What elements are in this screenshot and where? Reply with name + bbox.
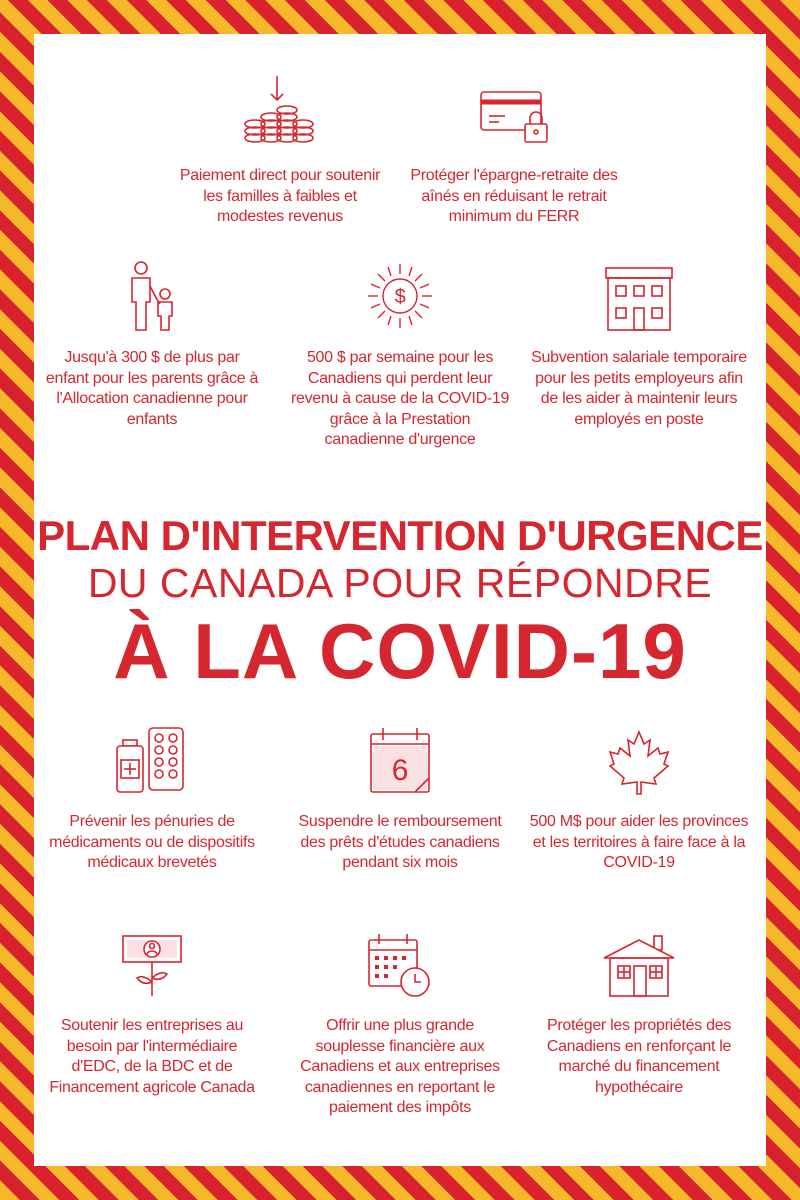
money-plant-icon: [42, 924, 262, 1004]
maple-leaf-icon: [529, 720, 749, 800]
item-provinces: [529, 720, 749, 874]
title-line-2: DU CANADA POUR RÉPONDRE: [87, 560, 713, 606]
medicine-icon: [42, 720, 262, 800]
item-student-loans: [290, 720, 510, 874]
item-wage-subsidy: [529, 256, 749, 430]
calendar-icon: [290, 720, 510, 800]
item-rrif: [404, 74, 624, 228]
item-text: Offrir une plus grande souplesse financière aux Canadiens et aux entreprises canadiennes en reportant le paiement des impôts: [300, 1017, 500, 1116]
item-tax-deferral: [290, 924, 510, 1119]
coins-icon: [170, 74, 390, 154]
item-text: Jusqu'à 300 $ de plus par enfant pour les parents grâce à l'Allocation canadienne pour enfants: [45, 349, 259, 428]
item-mortgage: [529, 924, 749, 1098]
svg-text:$: $: [394, 286, 406, 308]
item-child-benefit: [42, 256, 262, 430]
item-emergency-benefit: [290, 256, 510, 451]
item-text: 500 $ par semaine pour les Canadiens qui perdent leur revenu à cause de la COVID-19 grâce à la Prestation canadienne d'urgence: [290, 349, 510, 448]
card-lock-icon: [404, 74, 624, 154]
calendar-number: 6: [391, 754, 409, 787]
house-icon: [529, 924, 749, 1004]
item-text: Protéger les propriétés des Canadiens en renforçant le marché du financement hypothécaire: [546, 1017, 732, 1096]
item-business-support: [42, 924, 262, 1098]
title-line-1: PLAN D'INTERVENTION D'URGENCE: [37, 512, 763, 559]
item-text: Soutenir les entreprises au besoin par l'intermédiaire d'EDC, de la BDC et de Financement agricole Canada: [49, 1017, 255, 1096]
calendar-clock-icon: [290, 924, 510, 1004]
parent-child-icon: [42, 256, 262, 336]
item-text: 500 M$ pour aider les provinces et les territoires à faire face à la COVID-19: [529, 813, 749, 871]
building-icon: [529, 256, 749, 336]
content-panel: [34, 34, 766, 1166]
item-text: Paiement direct pour soutenir les familles à faibles et modestes revenus: [179, 167, 381, 225]
item-text: Prévenir les pénuries de médicaments ou de dispositifs médicaux brevetés: [49, 813, 255, 871]
item-medicine-shortages: [42, 720, 262, 874]
title-line-3: À LA COVID-19: [113, 607, 687, 695]
item-text: Subvention salariale temporaire pour les petits employeurs afin de les aider à maintenir leurs employés en poste: [531, 349, 747, 428]
item-text: Protéger l'épargne-retraite des aînés en réduisant le retrait minimum du FERR: [410, 167, 618, 225]
item-text: Suspendre le remboursement des prêts d'études canadiens pendant six mois: [298, 813, 502, 871]
item-direct-payment: [170, 74, 390, 228]
dollar-coin-icon: [290, 256, 510, 336]
